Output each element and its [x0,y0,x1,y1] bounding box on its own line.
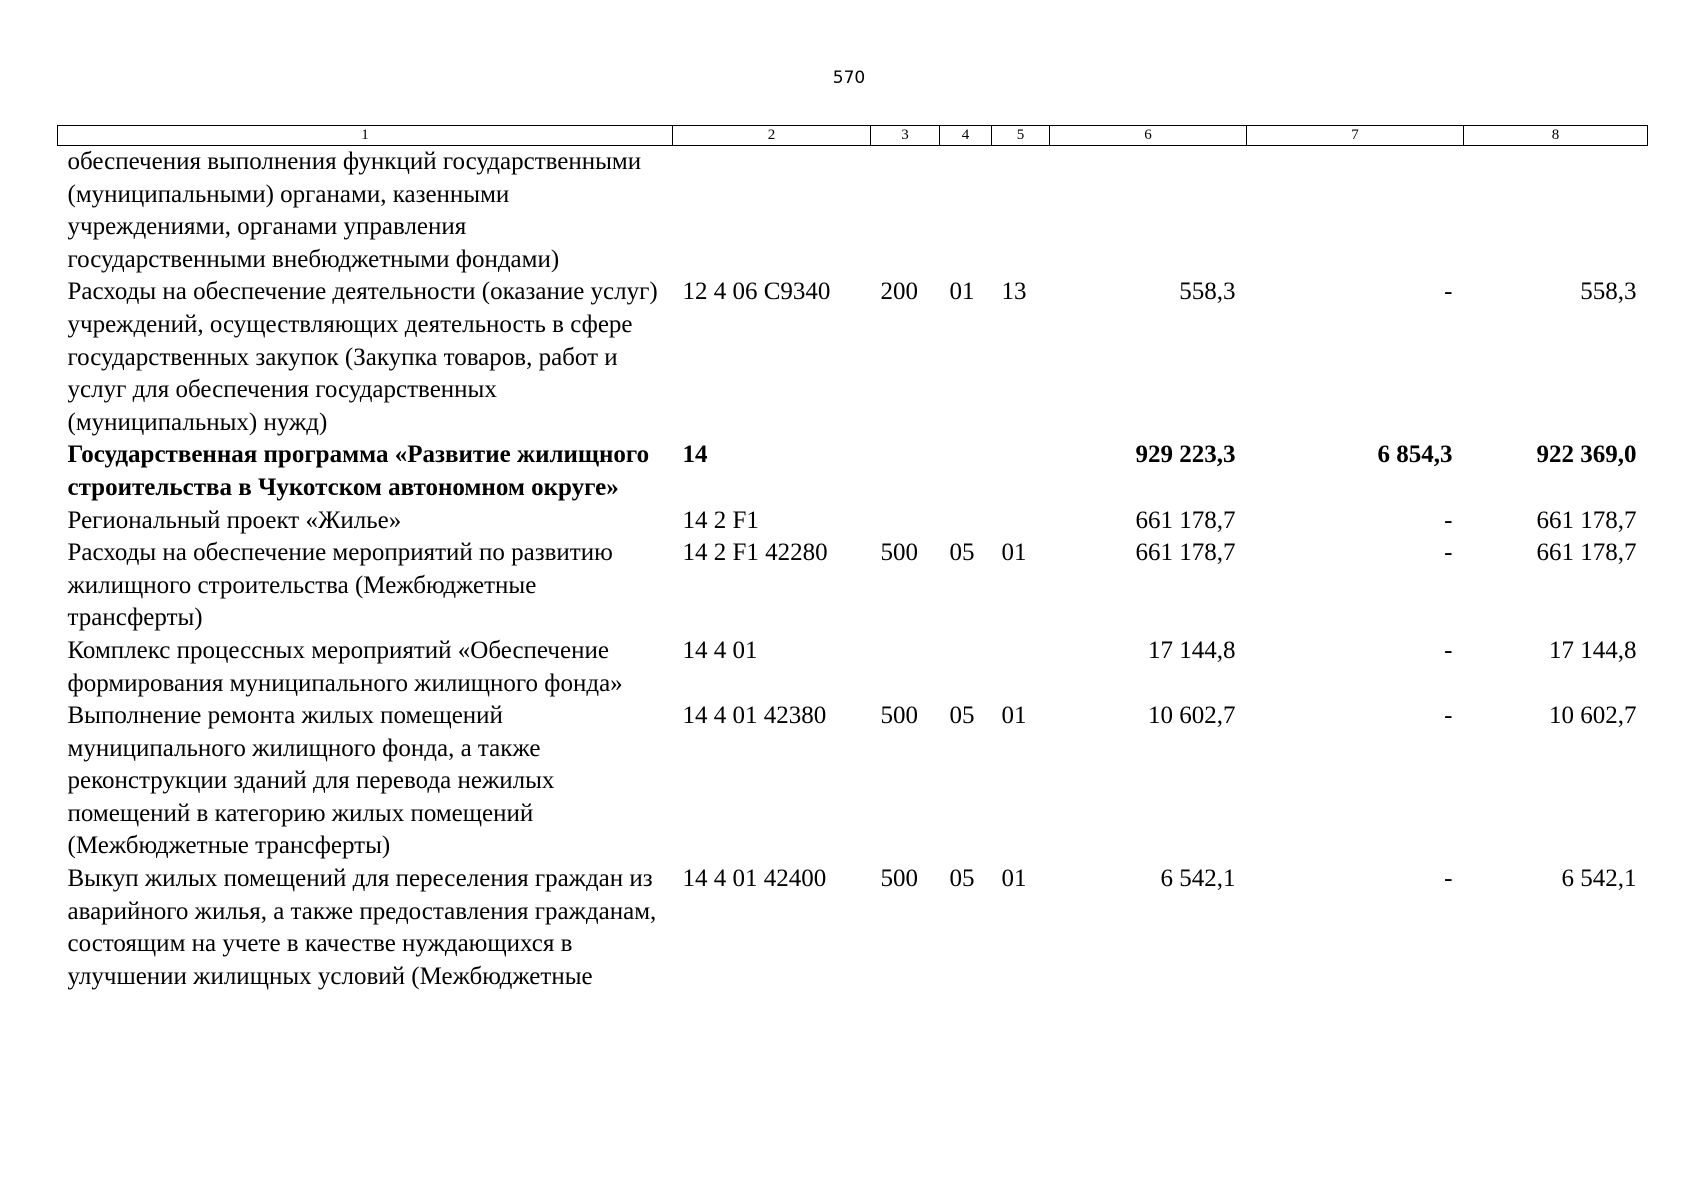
row-code [673,146,871,277]
row-subsection [992,146,1050,277]
column-number-row [58,126,1648,146]
table-row [58,276,1648,439]
table-row-program [58,439,1648,504]
row-name: Выкуп жилых помещений для переселения граждан из аварийного жилья, а также предоставления гражданам, состоящим на учете в качестве нуждающихся в улучшении жилищных условий (Межбюджетные [67,865,657,990]
row-value-7: - [1444,506,1453,534]
row-value-8: 922 369,0 [1536,441,1637,469]
budget-table [57,125,1648,993]
row-code: 14 4 01 [682,636,758,664]
row-code: 14 4 01 42400 [682,865,827,893]
column-header-8: 8 [1464,126,1648,146]
row-name: Расходы на обеспечение деятельности (оказание услуг) учреждений, осуществляющих деятельность в сфере государственных закупок (Закупка товаров, работ и услуг для обеспечения государственных (муниципальных) нужд) [67,278,658,436]
column-header-7: 7 [1247,126,1464,146]
row-name: Региональный проект «Жилье» [67,506,402,534]
row-value-6 [1050,146,1247,277]
row-name: обеспечения выполнения функций государственными (муниципальными) органами, казенными учреждениями, органами управления государственными внебюджетными фондами) [67,148,642,273]
row-value-7: - [1444,702,1453,730]
page-number: 570 [832,68,866,88]
row-subsection: 01 [1001,702,1027,730]
row-expense-type [871,146,940,277]
row-value-7: - [1444,636,1453,664]
row-value-6: 17 144,8 [1148,636,1236,664]
column-header-6: 6 [1050,126,1247,146]
row-value-6: 661 178,7 [1135,506,1236,534]
row-value-7: - [1444,865,1453,893]
row-value-6: 929 223,3 [1135,441,1236,469]
row-expense-type: 500 [880,539,918,567]
row-value-6: 558,3 [1179,278,1236,306]
row-subsection [992,439,1050,504]
row-subsection [992,635,1050,700]
row-section [940,635,992,700]
row-expense-type: 500 [880,865,918,893]
row-value-6: 661 178,7 [1135,539,1236,567]
row-value-6: 10 602,7 [1148,702,1236,730]
row-name: Расходы на обеспечение мероприятий по развитию жилищного строительства (Межбюджетные трансферты) [67,539,613,632]
row-value-7 [1247,146,1464,277]
row-code: 14 4 01 42380 [682,702,827,730]
row-section: 01 [949,278,975,306]
row-value-7: 6 854,3 [1377,441,1453,469]
row-value-8: 17 144,8 [1549,636,1637,664]
row-value-8: 661 178,7 [1536,506,1637,534]
table-row [58,700,1648,863]
row-value-8: 661 178,7 [1536,539,1637,567]
row-expense-type: 500 [880,702,918,730]
row-code: 14 2 F1 [682,506,759,534]
row-expense-type: 200 [880,278,918,306]
row-code: 14 [682,441,708,469]
row-section [940,439,992,504]
row-section [940,146,992,277]
row-section [940,505,992,538]
table-row [58,635,1648,700]
table-row [58,505,1648,538]
row-value-7: - [1444,539,1453,567]
column-header-4: 4 [940,126,992,146]
row-value-8 [1464,146,1648,277]
row-section: 05 [949,539,975,567]
row-name: Комплекс процессных мероприятий «Обеспечение формирования муниципального жилищного фонда» [67,636,623,697]
row-expense-type [871,505,940,538]
column-header-1: 1 [58,126,673,146]
row-value-8: 10 602,7 [1549,702,1637,730]
row-subsection: 01 [1001,539,1027,567]
row-value-8: 558,3 [1580,278,1637,306]
table-row [58,863,1648,993]
row-name: Государственная программа «Развитие жилищного строительства в Чукотском автономном округе» [67,441,650,501]
row-subsection: 01 [1001,865,1027,893]
row-name: Выполнение ремонта жилых помещений муниципального жилищного фонда, а также реконструкции зданий для перевода нежилых помещений в категорию жилых помещений (Межбюджетные трансферты) [67,702,555,860]
row-code: 12 4 06 С9340 [682,278,831,306]
row-expense-type [871,439,940,504]
column-header-5: 5 [992,126,1050,146]
row-subsection: 13 [1001,278,1027,306]
row-section: 05 [949,702,975,730]
column-header-3: 3 [871,126,940,146]
row-subsection [992,505,1050,538]
row-value-7: - [1444,278,1453,306]
table-row [58,146,1648,277]
column-header-2: 2 [673,126,871,146]
row-expense-type [871,635,940,700]
row-section: 05 [949,865,975,893]
row-value-6: 6 542,1 [1160,865,1236,893]
table-row [58,537,1648,635]
row-value-8: 6 542,1 [1561,865,1637,893]
row-code: 14 2 F1 42280 [682,539,828,567]
